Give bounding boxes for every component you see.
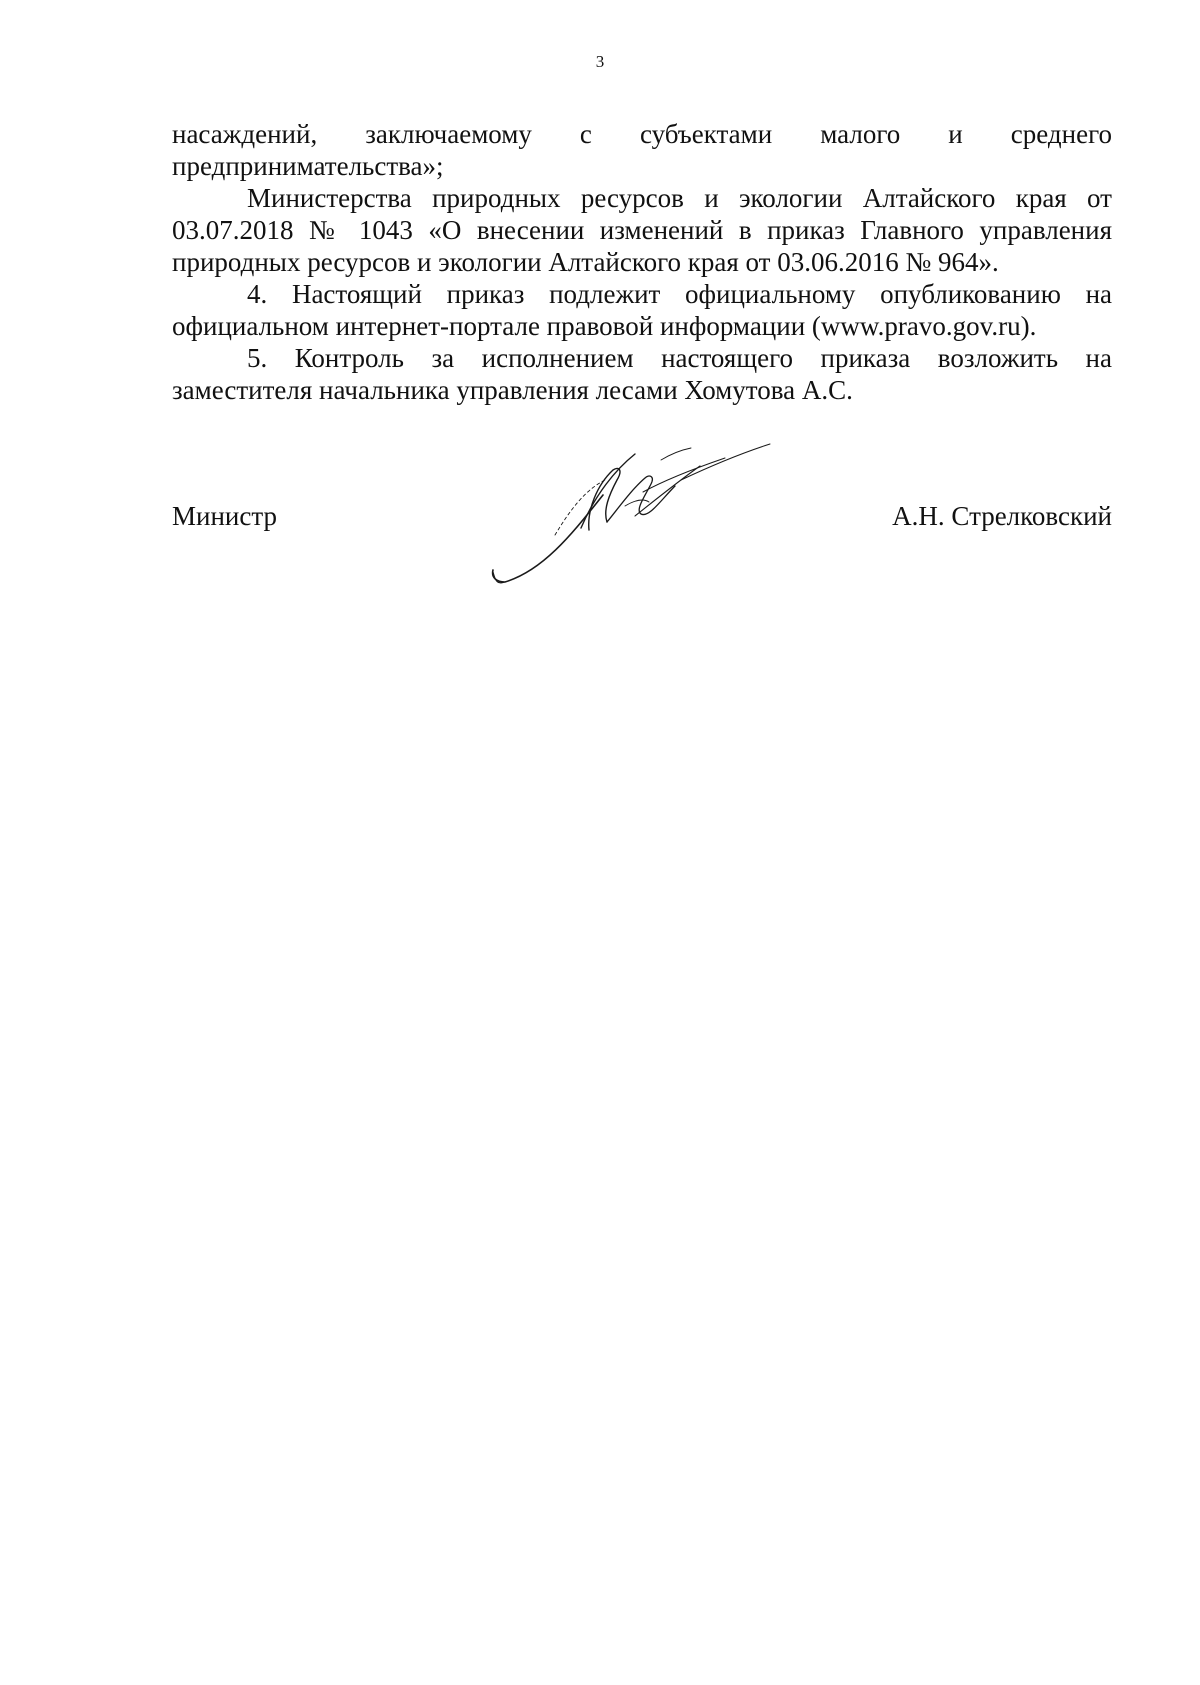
handwritten-signature [485,440,795,600]
paragraph-4: 5. Контроль за исполнением настоящего приказа возложить на заместителя начальника управления лесами Хомутова А.С. [172,343,1112,405]
paragraph-3: 4. Настоящий приказ подлежит официальному опубликованию на официальном интернет-портале правовой информации (www.pravo.gov.ru). [172,279,1112,341]
paragraph-2: Министерства природных ресурсов и экологии Алтайского края от 03.07.2018 № 1043 «О внесении изменений в приказ Главного управления природных ресурсов и экологии Алтайского края от 03.06.2016 № 964». [172,183,1112,277]
signatory-position: Министр [172,501,277,531]
paragraph-1-line-2: предпринимательства»; [172,151,444,181]
paragraph-1-line-1: насаждений, заключаемому с субъектами малого и среднего [172,119,1112,149]
page-number: 3 [595,52,605,71]
document-body [172,118,1112,406]
signatory-name: А.Н. Стрелковский [892,501,1112,531]
